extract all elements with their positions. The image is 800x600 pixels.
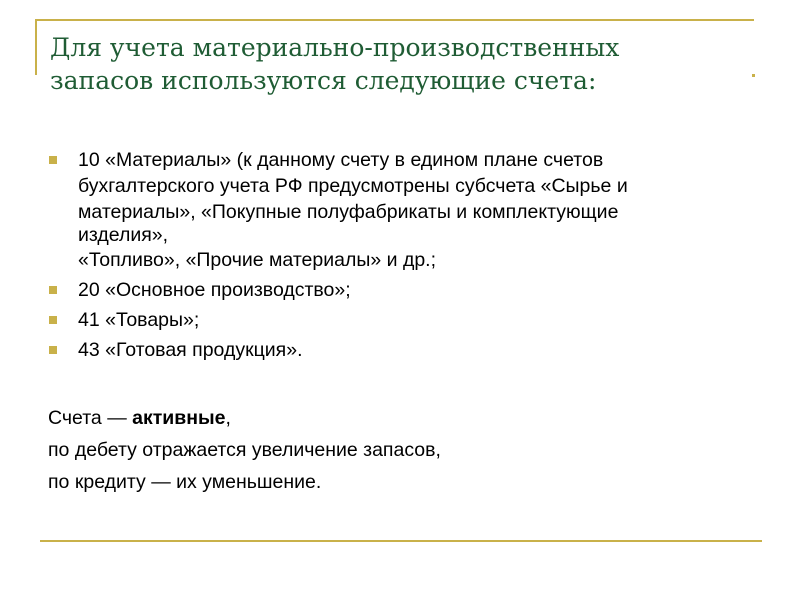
top-rule (35, 19, 754, 21)
title-line-1: Для учета материально-производственных (50, 33, 620, 62)
bullet-line: изделия», (78, 224, 169, 246)
bullet-square-icon (49, 286, 57, 294)
bullet-square-icon (49, 346, 57, 354)
summary-line-1 (48, 402, 748, 434)
bullet-item-account-10 (48, 147, 748, 273)
title-line-2: запасов используются следующие счета: (50, 66, 597, 95)
bottom-rule (40, 540, 762, 542)
summary-prefix: Счета — (48, 407, 133, 429)
summary-line-2: по дебету отражается увеличение запасов, (48, 439, 441, 461)
bullet-line: 41 «Товары»; (78, 309, 200, 331)
bullet-line: материалы», «Покупные полуфабрикаты и комплектующие (78, 201, 619, 223)
bullet-square-icon (49, 316, 57, 324)
bullet-line: «Топливо», «Прочие материалы» и др.; (78, 249, 436, 271)
summary-line-3: по кредиту — их уменьшение. (48, 471, 322, 493)
bullet-line: 20 «Основное производство»; (78, 279, 351, 301)
bullet-item-account-20 (48, 277, 748, 303)
corner-dot (752, 74, 755, 77)
bullet-line: бухгалтерского учета РФ предусмотрены субсчета «Сырье и (78, 175, 628, 197)
summary-bold-word: активные (132, 407, 226, 429)
summary-suffix: , (225, 407, 231, 429)
bullet-list (48, 147, 748, 367)
bullet-line: 10 «Материалы» (к данному счету в едином плане счетов (78, 149, 604, 171)
bullet-item-account-43 (48, 337, 748, 363)
bullet-square-icon (49, 156, 57, 164)
summary-paragraph (48, 402, 748, 498)
slide-title (50, 31, 740, 97)
left-rule (35, 19, 37, 75)
bullet-item-account-41 (48, 307, 748, 333)
bullet-line: 43 «Готовая продукция». (78, 339, 303, 361)
